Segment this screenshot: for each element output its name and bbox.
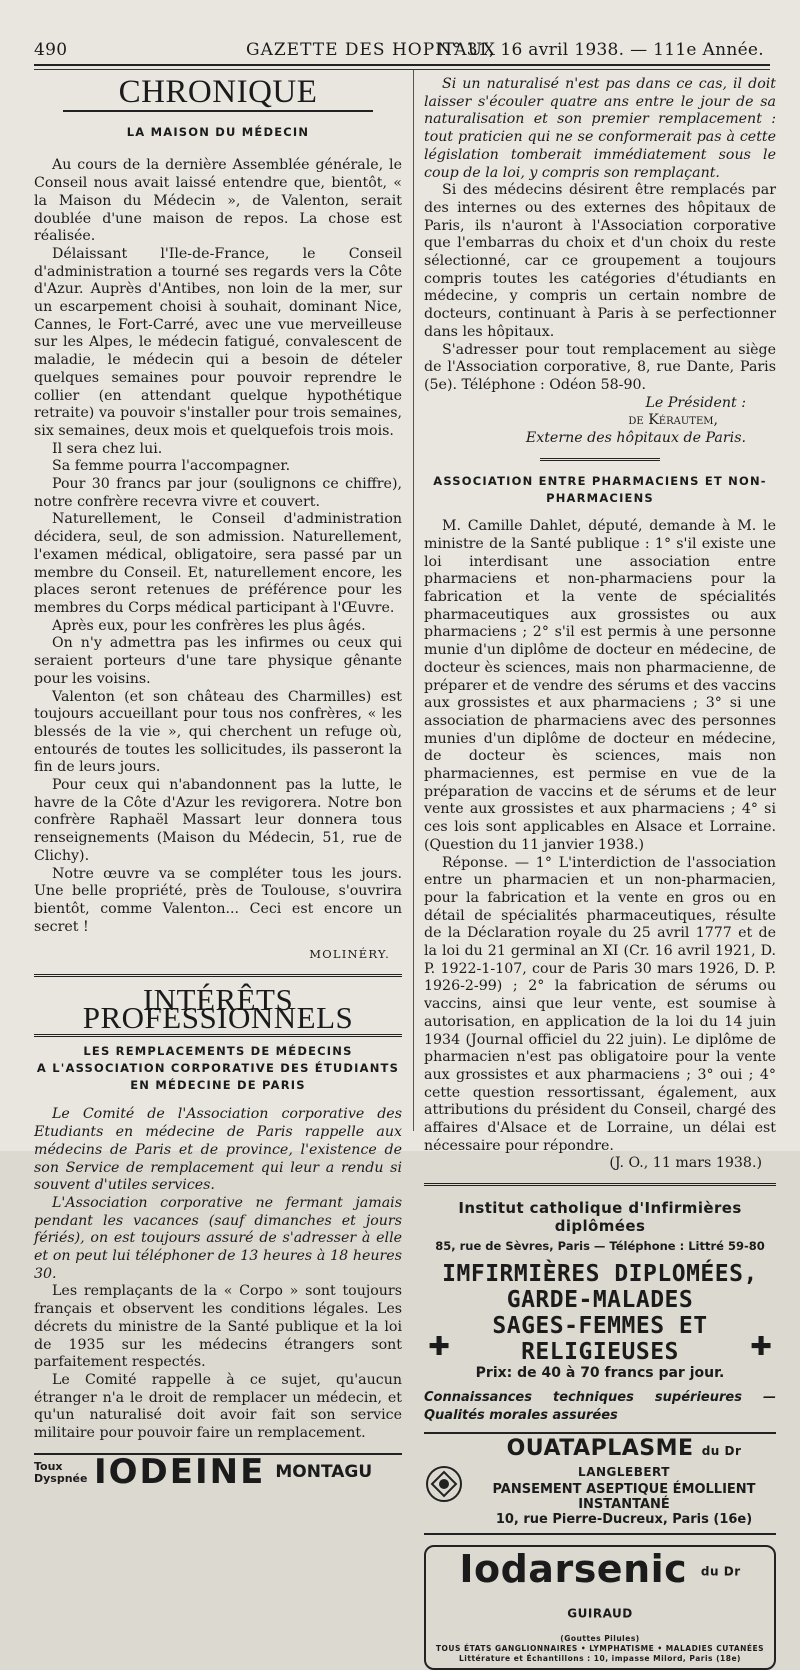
- header-rule-thin: [34, 69, 770, 70]
- paragraph: L'Association corporative ne fermant jamais pendant les vacances (sauf dimanches et jours fériés), on est toujours assuré de s'adresser à elle et on peut lui téléphoner de 13 heures à 18 heures 30.: [34, 1194, 402, 1282]
- iodarsenic-advertisement: [424, 1545, 776, 1670]
- title-line: EN MÉDECINE DE PARIS: [130, 1078, 306, 1093]
- signature-name: de Kérautem,: [628, 412, 718, 429]
- paragraph: Délaissant l'Ile-de-France, le Conseil d'administration a tourné ses regards vers la Côte d'Azur. Auprès d'Antibes, non loin de la mer, sur un escarpement choisi à souhait, dominant Nice, Cannes, le Fort-Carré, avec une vue merveilleuse sur les Alpes, le médecin fatigué, convalescent de maladie, le médecin qui a besoin de dételer quelques semaines pour pouvoir reprendre le collier (en attendant quelque hypothétique retraite) va pouvoir s'installer pour trois semaines, six semaines, deux mois et quelquefois trois mois.: [34, 245, 402, 439]
- cross-icon: ✚: [428, 1332, 450, 1363]
- ouataplasme-advertisement: [424, 1432, 776, 1534]
- paragraph: Après eux, pour les confrères les plus âgés.: [52, 617, 366, 634]
- iodeine-advertisement: [34, 1451, 402, 1492]
- ouataplasme-logo-icon: [424, 1464, 464, 1504]
- header-rule: [34, 64, 770, 66]
- institut-quality: Connaissances techniques supérieures — Qualités morales assurées: [424, 1390, 776, 1423]
- paragraph: Le Comité de l'Association corporative des Etudiants en médecine de Paris rappelle aux médecins de Paris et de province, l'existence de son Service de remplacement qui leur a rendu si souvent d'utiles services.: [34, 1106, 402, 1194]
- paragraph-question: M. Camille Dahlet, député, demande à M. le ministre de la Santé publique : 1° s'il existe une loi interdisant une association entre pharmaciens et non-pharmaciens pour la fabrication et la vente de spécialités pharmaceutiques aux grossistes ou aux pharmaciens ; 2° s'il est permis à une personne munie d'un diplôme de docteur en médecine, de docteur ès sciences, mais non pharmacienne, de préparer et de vendre des sérums et des vaccins aux grossistes et aux pharmaciens ; 3° si une association de pharmaciens avec des personnes munies d'un diplôme de docteur en médecine, de docteur ès sciences, mais non pharmaciennes, est permise en vue de la préparation de vaccins et de sérums et de leur vente aux grossistes et aux pharmaciens ; 4° si ces lois sont applicables en Alsace et Lorraine. (Question du 11 janvier 1938.): [424, 518, 776, 853]
- paragraph: Sa femme pourra l'accompagner.: [52, 458, 291, 475]
- section-title-chronique: CHRONIQUE: [118, 74, 318, 110]
- signature-role: Le Président :: [645, 394, 746, 411]
- section-double-rule: [34, 1034, 402, 1037]
- iodarsenic-tiny2: TOUS ÉTATS GANGLIONNAIRES • LYMPHATISME • MALADIES CUTANÉES: [435, 1643, 765, 1653]
- paragraph: Pour ceux qui n'abandonnent pas la lutte, le havre de la Côte d'Azur les revigorera. Notre bon confrère Raphaël Massart leur donnera tous renseignements (Maison du Médecin, 51, rue de Clichy).: [34, 777, 402, 864]
- paragraph: Si des médecins désirent être remplacés par des internes ou des externes des hôpitaux de Paris, ils n'auront à l'Association corporative que l'embarras du choix et d'un choix du reste sélectionné, car ce groupement a toujours compris toutes les catégories d'étudiants en médecine, y compris un certain nombre de docteurs, continuant à Paris à se perfectionner dans les hôpitaux.: [424, 182, 776, 340]
- page-header: [34, 40, 776, 62]
- paragraph: Il sera chez lui.: [52, 440, 163, 457]
- iodine-brand: MONTAGU: [275, 1461, 373, 1482]
- institut-row: [424, 1313, 776, 1383]
- paragraph: On n'y admettra pas les infirmes ou ceux qui seraient porteurs d'une tare physique gênante pour les voisins.: [34, 635, 402, 687]
- ouataplasme-line1: PANSEMENT ASEPTIQUE ÉMOLLIENT INSTANTANÉ: [492, 1481, 756, 1512]
- left-column: [34, 74, 402, 1492]
- institut-advertisement: [424, 1183, 776, 1424]
- right-column: [424, 76, 776, 1663]
- source-citation: (J. O., 11 mars 1938.): [609, 1155, 762, 1172]
- title-line: LES REMPLACEMENTS DE MÉDECINS: [83, 1044, 353, 1059]
- section-rule: [63, 110, 373, 112]
- iodine-product-name: IODEINE: [94, 1451, 266, 1492]
- paragraph: Valenton (et son château des Charmilles) est toujours accueillant pour tous nos confrères, « les blessés de la vie », qui cherchent un refuge où, entourés de toutes les sollicitudes, ils passeront la fin de leurs jours.: [34, 688, 402, 776]
- iodarsenic-tiny1: (Gouttes Pilules): [560, 1633, 640, 1643]
- iodarsenic-name: Iodarsenic: [459, 1546, 688, 1591]
- paragraph: Si un naturalisé n'est pas dans ce cas, il doit laisser s'écouler quatre ans entre le jour de sa naturalisation et son premier remplacement : tout praticien qui ne se conformerait pas à cette législation tomberait immédiatement sous le coup de la loi, y compris son remplaçant.: [424, 76, 776, 181]
- institut-address: 85, rue de Sèvres, Paris — Téléphone : Littré 59-80: [435, 1238, 765, 1253]
- institut-price: Prix: de 40 à 70 francs par jour.: [475, 1365, 725, 1382]
- institut-line2: SAGES-FEMMES ET RELIGIEUSES: [492, 1313, 708, 1366]
- ouataplasme-suffix: du Dr LANGLEBERT: [578, 1444, 742, 1480]
- iodarsenic-suffix: du Dr GUIRAUD: [567, 1564, 741, 1621]
- article-title-remplacements: [34, 1043, 402, 1094]
- page-number: 490: [34, 40, 68, 60]
- ouataplasme-name: OUATAPLASME: [506, 1436, 694, 1462]
- paragraph: S'adresser pour tout remplacement au siège de l'Association corporative, 8, rue Dante, Paris (5e). Téléphone : Odéon 58-90.: [424, 341, 776, 393]
- iodarsenic-tiny3: Littérature et Échantillons : 10, impasse Milord, Paris (18e): [459, 1653, 741, 1663]
- signature-title: Externe des hôpitaux de Paris.: [525, 430, 746, 447]
- column-divider: [413, 70, 414, 1131]
- paragraph: Au cours de la dernière Assemblée générale, le Conseil nous avait laissé entendre que, bientôt, « la Maison du Médecin », de Valenton, serait doublée d'une maison de repos. La chose est réalisée.: [34, 157, 402, 245]
- author-signature: MOLINÉRY.: [309, 947, 390, 962]
- institut-line1: IMFIRMIÈRES DIPLOMÉES, GARDE-MALADES: [442, 1261, 758, 1314]
- paragraph: Le Comité rappelle à ce sujet, qu'aucun étranger n'a le droit de remplacer un médecin, et qu'un naturalisé doit avoir fait son service militaire pour pouvoir faire un remplacement.: [34, 1372, 402, 1442]
- journal-title: GAZETTE DES HOPITAUX: [246, 40, 497, 60]
- institut-title: Institut catholique d'Infirmières diplômées: [458, 1199, 742, 1235]
- issue-info: N° 31, 16 avril 1938. — 111e Année.: [437, 40, 764, 60]
- iodine-small-text: Toux Dyspnée: [34, 1459, 88, 1485]
- paragraph: Naturellement, le Conseil d'administration décidera, seul, de son admission. Naturellement, l'examen médical, obligatoire, sera passé par un membre du Conseil. Et, naturellement encore, les places seront retenues de préférence pour les membres du Corps médical participant à l'Œuvre.: [34, 511, 402, 616]
- ouataplasme-line2: 10, rue Pierre-Ducreux, Paris (16e): [495, 1511, 753, 1527]
- section-title-interets: INTÉRÊTS PROFESSIONNELS: [82, 982, 354, 1035]
- short-rule: [540, 458, 660, 461]
- paragraph: Notre œuvre va se compléter tous les jours. Une belle propriété, près de Toulouse, s'ouvrira bientôt, comme Valenton... Ceci est encore un secret !: [34, 865, 402, 935]
- title-line: A L'ASSOCIATION CORPORATIVE DES ÉTUDIANTS: [36, 1061, 400, 1076]
- article-title-pharmaciens: ASSOCIATION ENTRE PHARMACIENS ET NON-PHARMACIENS: [433, 473, 767, 506]
- paragraph: Les remplaçants de la « Corpo » sont toujours français et observent les conditions légales. Les décrets du ministre de la Santé publique et la loi de 1935 sur les médecins étrangers sont parfaitement respectés.: [34, 1283, 402, 1371]
- paragraph: Pour 30 francs par jour (soulignons ce chiffre), notre confrère recevra vivre et couvert.: [34, 476, 402, 510]
- article-title-maison: LA MAISON DU MÉDECIN: [126, 124, 310, 139]
- cross-icon: ✚: [750, 1332, 772, 1363]
- section-double-rule: [34, 974, 402, 977]
- paragraph-answer: Réponse. — 1° L'interdiction de l'association entre un pharmacien et un non-pharmacien, pour la fabrication et la vente en gros ou en détail de spécialités pharmaceutiques, résulte de la Déclaration royale du 25 avril 1777 et de la loi du 21 germinal an XI (Cr. 16 avril 1921, D. P. 1922-1-107, cour de Paris 30 mars 1926, D. P. 1926-2-99) ; 2° la fabrication de sérums ou vaccins, ainsi que leur vente, est soumise à autorisation, en application de la loi du 14 juin 1934 (Journal officiel du 22 juin). Le diplôme de pharmacien n'est pas obligatoire pour la vente aux grossistes et aux pharmaciens ; 3° oui ; 4° cette question ressortissant, également, aux attributions du président du Conseil, chargé des affaires d'Alsace et de Lorraine, un délai est nécessaire pour répondre.: [424, 854, 776, 1154]
